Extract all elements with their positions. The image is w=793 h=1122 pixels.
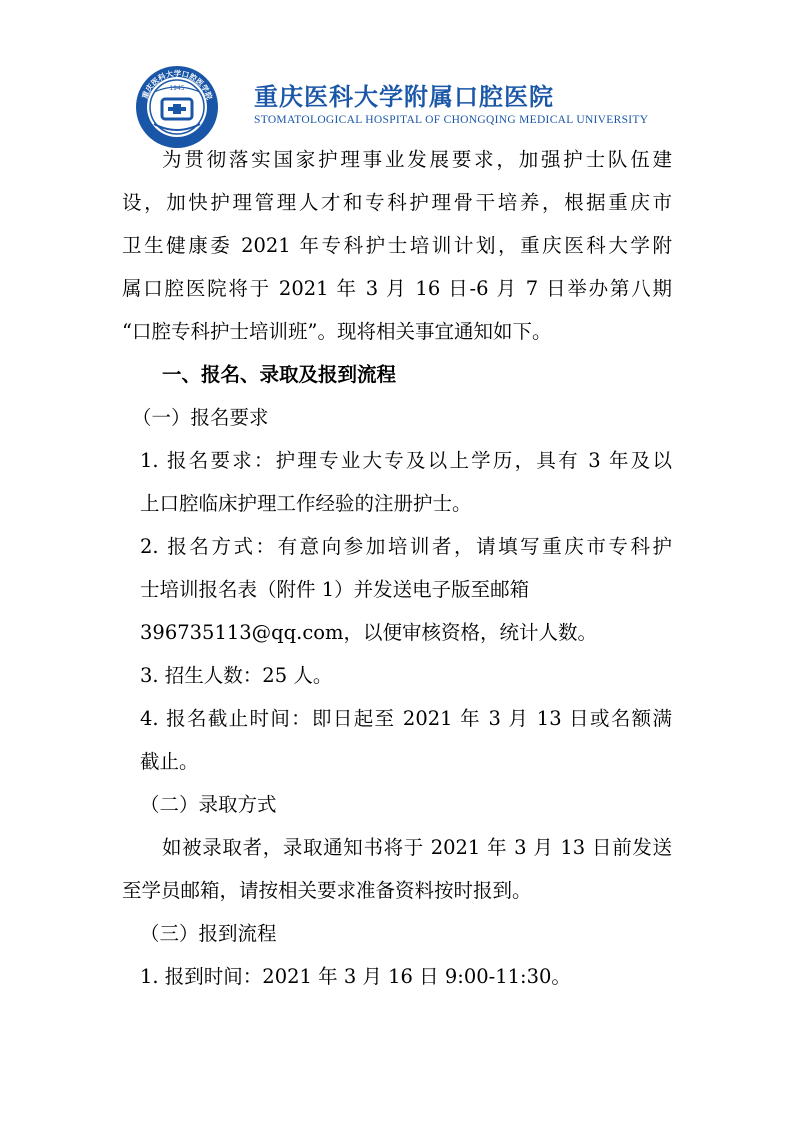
logo-year: 1945 — [169, 85, 185, 92]
section-title: 一、报名、录取及报到流程 — [162, 363, 397, 386]
subsection-1-title: （一）报名要求 — [132, 406, 269, 429]
hospital-name-en: STOMATOLOGICAL HOSPITAL OF CHONGQING MEDICAL UNIVERSITY — [254, 114, 649, 126]
subsection-2-line-1: 如被录取者，录取通知书将于 2021 年 3 月 13 日前发送 — [162, 836, 672, 859]
item-4-line-2: 截止。 — [140, 750, 199, 773]
subsection-3-title: （三）报到流程 — [140, 922, 277, 945]
subsection-3-item-1: 1. 报到时间：2021 年 3 月 16 日 9:00-11:30。 — [140, 965, 571, 988]
intro-line-3: 卫生健康委 2021 年专科护士培训计划，重庆医科大学附 — [122, 234, 672, 257]
item-1-line-2: 上口腔临床护理工作经验的注册护士。 — [140, 492, 472, 515]
item-2-line-3: 396735113@qq.com，以便审核资格，统计人数。 — [140, 621, 597, 644]
intro-line-1: 为贯彻落实国家护理事业发展要求，加强护士队伍建 — [162, 148, 672, 171]
hospital-logo-icon — [134, 64, 220, 150]
document-header — [134, 64, 674, 144]
item-1-line-1: 1. 报名要求：护理专业大专及以上学历，具有 3 年及以 — [140, 449, 672, 472]
intro-line-2: 设，加快护理管理人才和专科护理骨干培养，根据重庆市 — [122, 191, 672, 214]
item-3: 3. 招生人数：25 人。 — [140, 664, 333, 687]
hospital-name-cn: 重庆医科大学附属口腔医院 — [254, 83, 554, 111]
subsection-2-line-2: 至学员邮箱，请按相关要求准备资料按时报到。 — [122, 879, 532, 902]
logo-ring-text: 重庆医科大学口腔医学院 — [140, 68, 215, 101]
item-4-line-1: 4. 报名截止时间：即日起至 2021 年 3 月 13 日或名额满 — [140, 707, 672, 730]
item-2-line-2: 士培训报名表（附件 1）并发送电子版至邮箱 — [140, 578, 530, 601]
intro-line-5: “口腔专科护士培训班”。现将相关事宜通知如下。 — [122, 320, 552, 343]
intro-line-4: 属口腔医院将于 2021 年 3 月 16 日-6 月 7 日举办第八期 — [122, 277, 672, 300]
item-2-line-1: 2. 报名方式：有意向参加培训者，请填写重庆市专科护 — [140, 535, 672, 558]
subsection-2-title: （二）录取方式 — [140, 793, 277, 816]
